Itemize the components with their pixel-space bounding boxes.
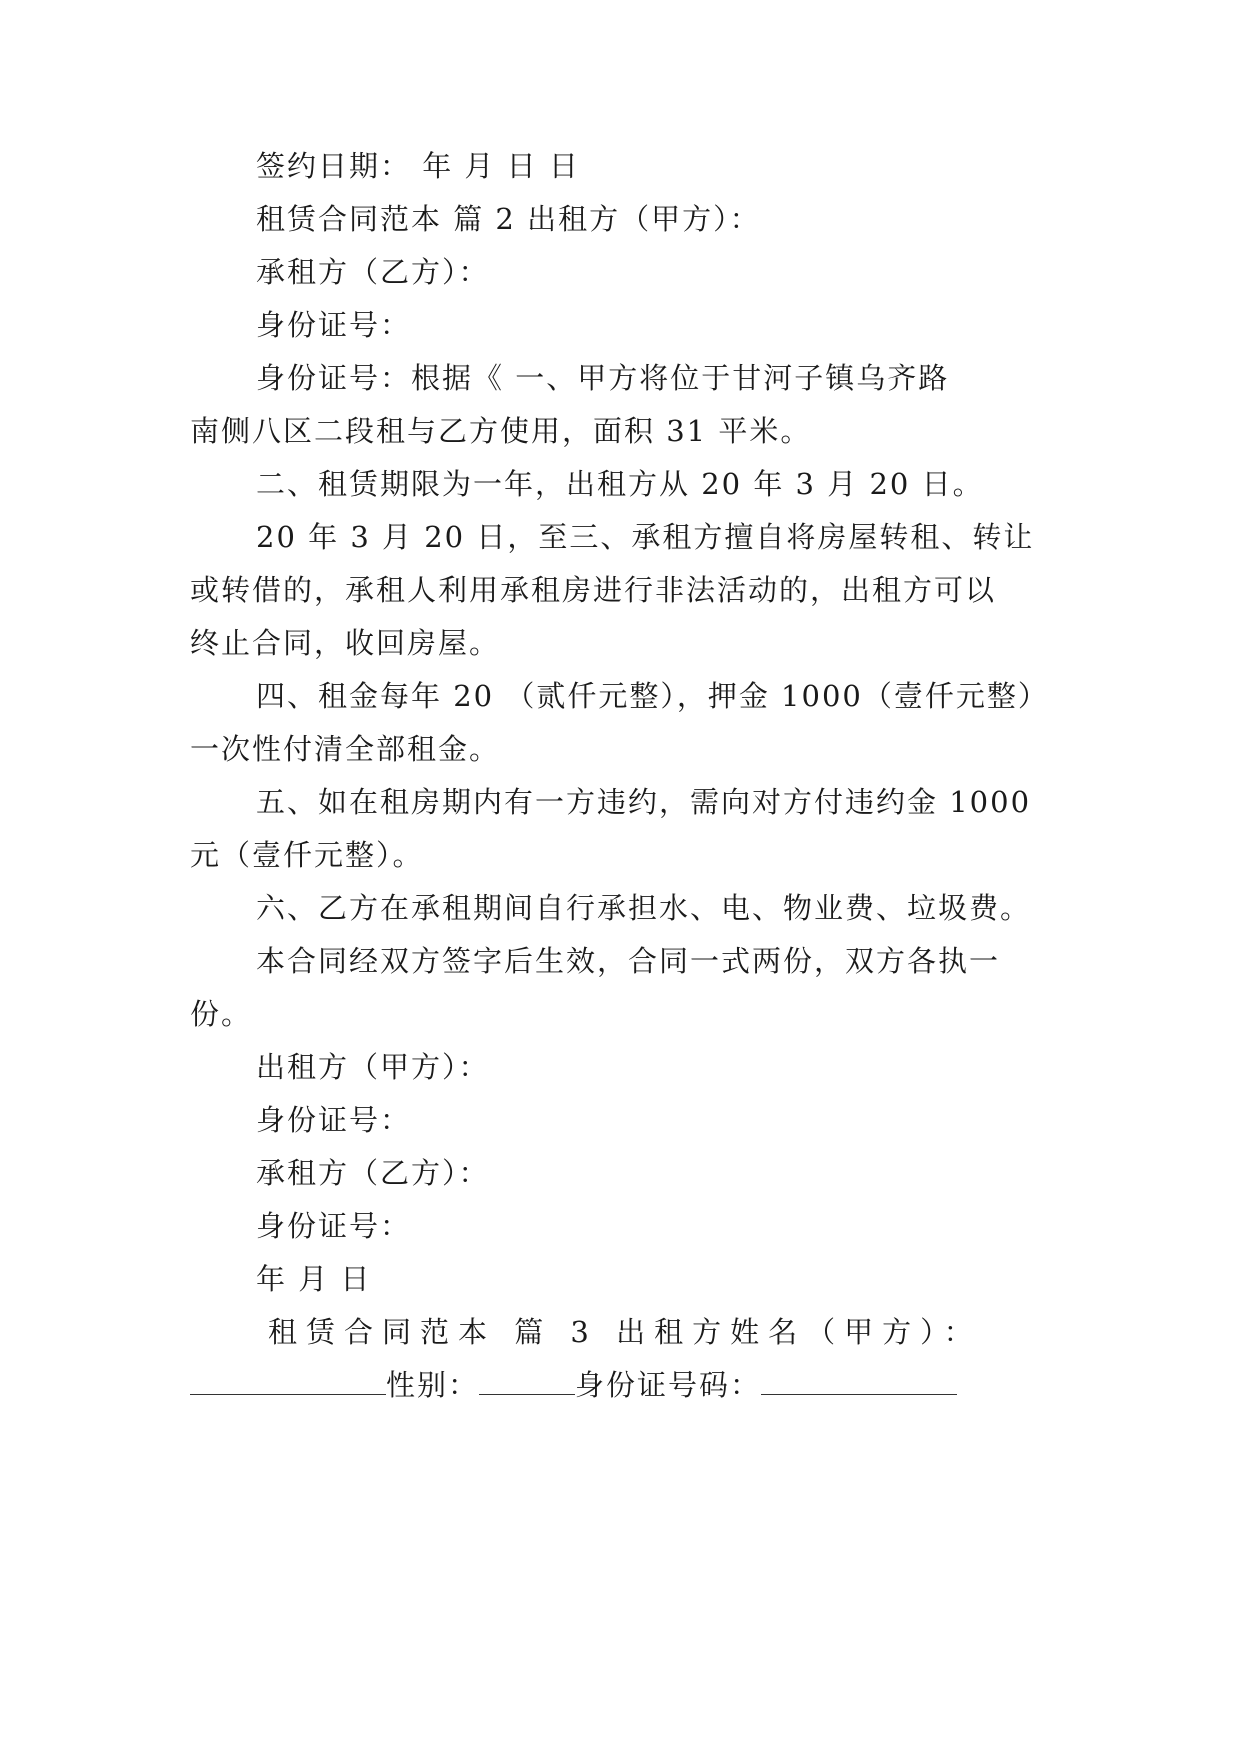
clause-6-line: 六、乙方在承租期间自行承担水、电、物业费、垃圾费。 [256, 891, 1032, 925]
clause-5-continued: 元（壹仟元整）。 [190, 838, 424, 872]
clause-4-continued: 一次性付清全部租金。 [190, 732, 501, 766]
gender-blank [479, 1368, 575, 1395]
clause-3-end: 终止合同，收回房屋。 [190, 626, 501, 660]
id-number-blank [761, 1368, 957, 1395]
clause-3-continued: 或转借的，承租人利用承租房进行非法活动的，出租方可以 [190, 573, 997, 607]
clause-1-line: 身份证号：根据《 一、甲方将位于甘河子镇乌齐路 [256, 361, 950, 395]
lessee-sign-line: 承租方（乙方）： [256, 1156, 490, 1190]
lessor-id-line: 身份证号： [256, 1103, 412, 1137]
clause-2-line: 二、租赁期限为一年，出租方从 20 年 3 月 20 日。 [256, 467, 984, 501]
name-blank [190, 1368, 386, 1395]
effect-clause-line: 本合同经双方签字后生效，合同一式两份，双方各执一 [256, 944, 1001, 978]
contract-2-heading-line: 租赁合同范本 篇 2 出租方（甲方）： [256, 202, 761, 236]
id-number-label: 身份证号码： [575, 1368, 762, 1402]
effect-clause-end: 份。 [190, 997, 253, 1031]
lessee-line: 承租方（乙方）： [256, 255, 490, 289]
id-number-line: 身份证号： [256, 308, 412, 342]
clause-5-line: 五、如在租房期内有一方违约，需向对方付违约金 1000 [256, 785, 1032, 819]
lessor-info-fields [190, 1365, 1070, 1405]
sign-date-line: 签约日期： 年 月 日 日 [256, 149, 580, 183]
contract-3-heading-line: 租赁合同范本 篇 3 出租方姓名（甲方）： [268, 1315, 982, 1349]
clause-1-continued: 南侧八区二段租与乙方使用，面积 31 平米。 [190, 414, 812, 448]
clause-3-line: 20 年 3 月 20 日，至三、承租方擅自将房屋转租、转让 [256, 520, 1035, 554]
lessor-sign-line: 出租方（甲方）： [256, 1050, 490, 1084]
date-line: 年 月 日 [256, 1262, 372, 1296]
clause-4-line: 四、租金每年 20 （贰仟元整），押金 1000（壹仟元整） [256, 679, 1049, 713]
lessee-id-line: 身份证号： [256, 1209, 412, 1243]
gender-label: 性别： [386, 1368, 480, 1402]
